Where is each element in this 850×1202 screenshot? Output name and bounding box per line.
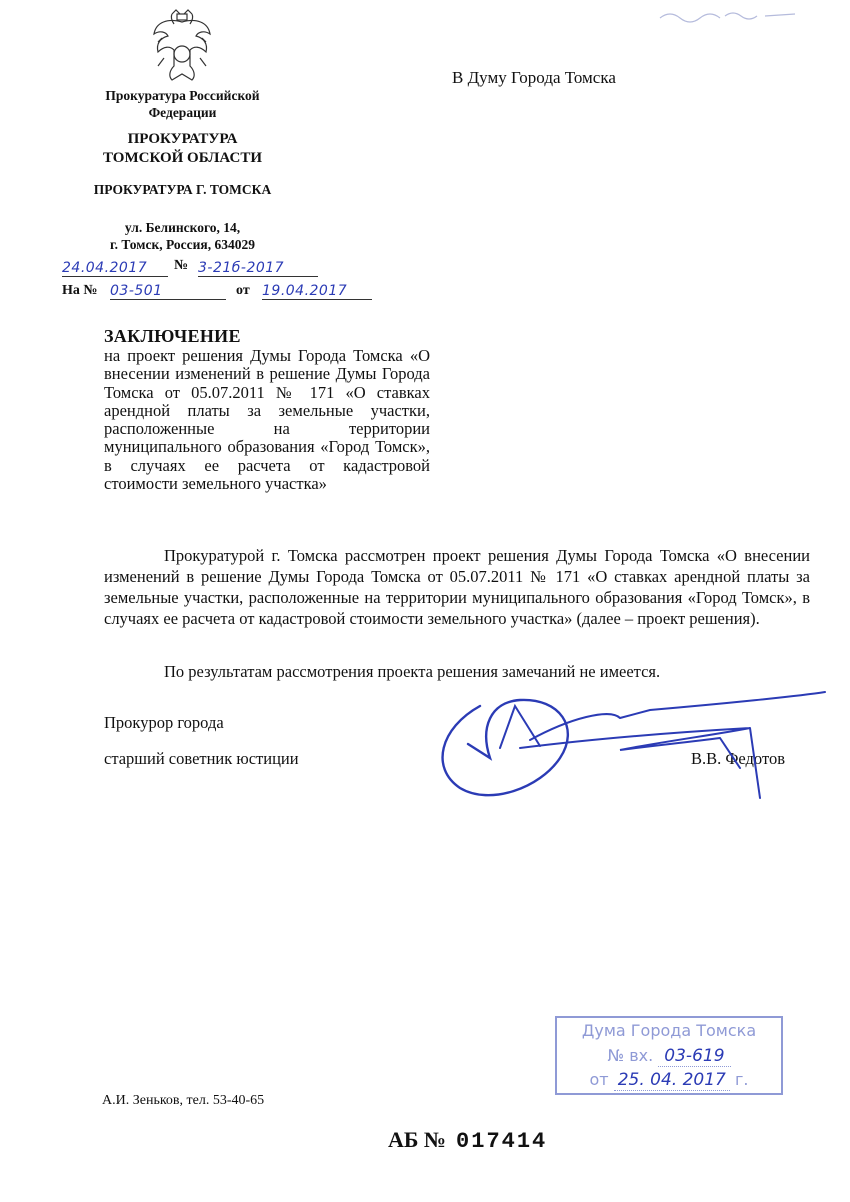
address-line-1: ул. Белинского, 14, <box>124 220 241 235</box>
executor-contact: А.И. Зеньков, тел. 53-40-65 <box>102 1093 265 1108</box>
region-line-1: ПРОКУРАТУРА <box>127 131 238 147</box>
org-line-1: Прокуратура Российской <box>105 88 260 103</box>
stamp-incoming-line <box>557 1046 781 1066</box>
reference-date: 19.04.2017 <box>262 283 372 300</box>
stamp-org: Дума Города Томска <box>581 1021 757 1040</box>
address-line-2: г. Томск, Россия, 634029 <box>110 237 255 252</box>
serial-series: АБ № <box>388 1127 447 1152</box>
stamp-from-label: от <box>589 1070 609 1089</box>
stamp-incoming-label: № вх. <box>607 1046 654 1065</box>
stamp-year-suffix: г. <box>734 1070 749 1089</box>
incoming-stamp <box>555 1016 783 1095</box>
reference-label: На № <box>62 283 98 298</box>
region-name <box>60 130 305 168</box>
reference-from-label: от <box>236 283 250 298</box>
signer-position-1: Прокурор города <box>104 713 224 732</box>
addressee: В Думу Города Томска <box>452 68 616 87</box>
document-subject: на проект решения Думы Города Томска «О внесении изменений в решение Думы Города Томска от 05.07.2011 № 171 «О ставках арендной платы за земельные участки, расположенные на территории муниципального образования «Город Томск», в случаях ее расчета от кадастровой стоимости земельного участка» <box>104 346 430 494</box>
signer-name: В.В. Федотов <box>691 749 785 768</box>
body-paragraph-2: По результатам рассмотрения проекта решения замечаний не имеется. <box>164 662 661 681</box>
corner-scribble-icon <box>655 4 815 24</box>
region-line-2: ТОМСКОЙ ОБЛАСТИ <box>102 150 263 166</box>
office-address <box>60 219 305 253</box>
body-paragraph-1: Прокуратурой г. Томска рассмотрен проект решения Думы Города Томска «О внесении изменений в решение Думы Города Томска от 05.07.2011 № 171 «О ставках арендной платы за земельные участки, расположенные на территории муниципального образования «Город Томск», в случаях ее расчета от кадастровой стоимости земельного участка» (далее – проект решения). <box>104 546 810 628</box>
stamp-date: 25. 04. 2017 <box>614 1070 730 1091</box>
city-office: ПРОКУРАТУРА Г. ТОМСКА <box>93 182 272 197</box>
reference-line <box>58 281 378 301</box>
registration-number-sign: № <box>174 258 189 273</box>
document-title: ЗАКЛЮЧЕНИЕ <box>104 326 241 346</box>
handwritten-signature-icon <box>420 688 830 808</box>
state-emblem-icon <box>150 8 214 86</box>
serial-number: 017414 <box>456 1129 548 1154</box>
registration-date: 24.04.2017 <box>62 260 168 277</box>
stamp-date-line <box>557 1070 781 1090</box>
form-serial <box>388 1127 547 1154</box>
registration-number: 3-21б-2017 <box>198 260 318 277</box>
reference-number: 03-501 <box>110 283 226 300</box>
org-line-2: Федерации <box>148 105 217 120</box>
signer-position-2: старший советник юстиции <box>104 749 299 768</box>
stamp-incoming-number: 03-619 <box>658 1046 730 1067</box>
corner-handwriting <box>655 4 815 27</box>
registration-line <box>58 258 328 278</box>
org-name <box>60 87 305 121</box>
